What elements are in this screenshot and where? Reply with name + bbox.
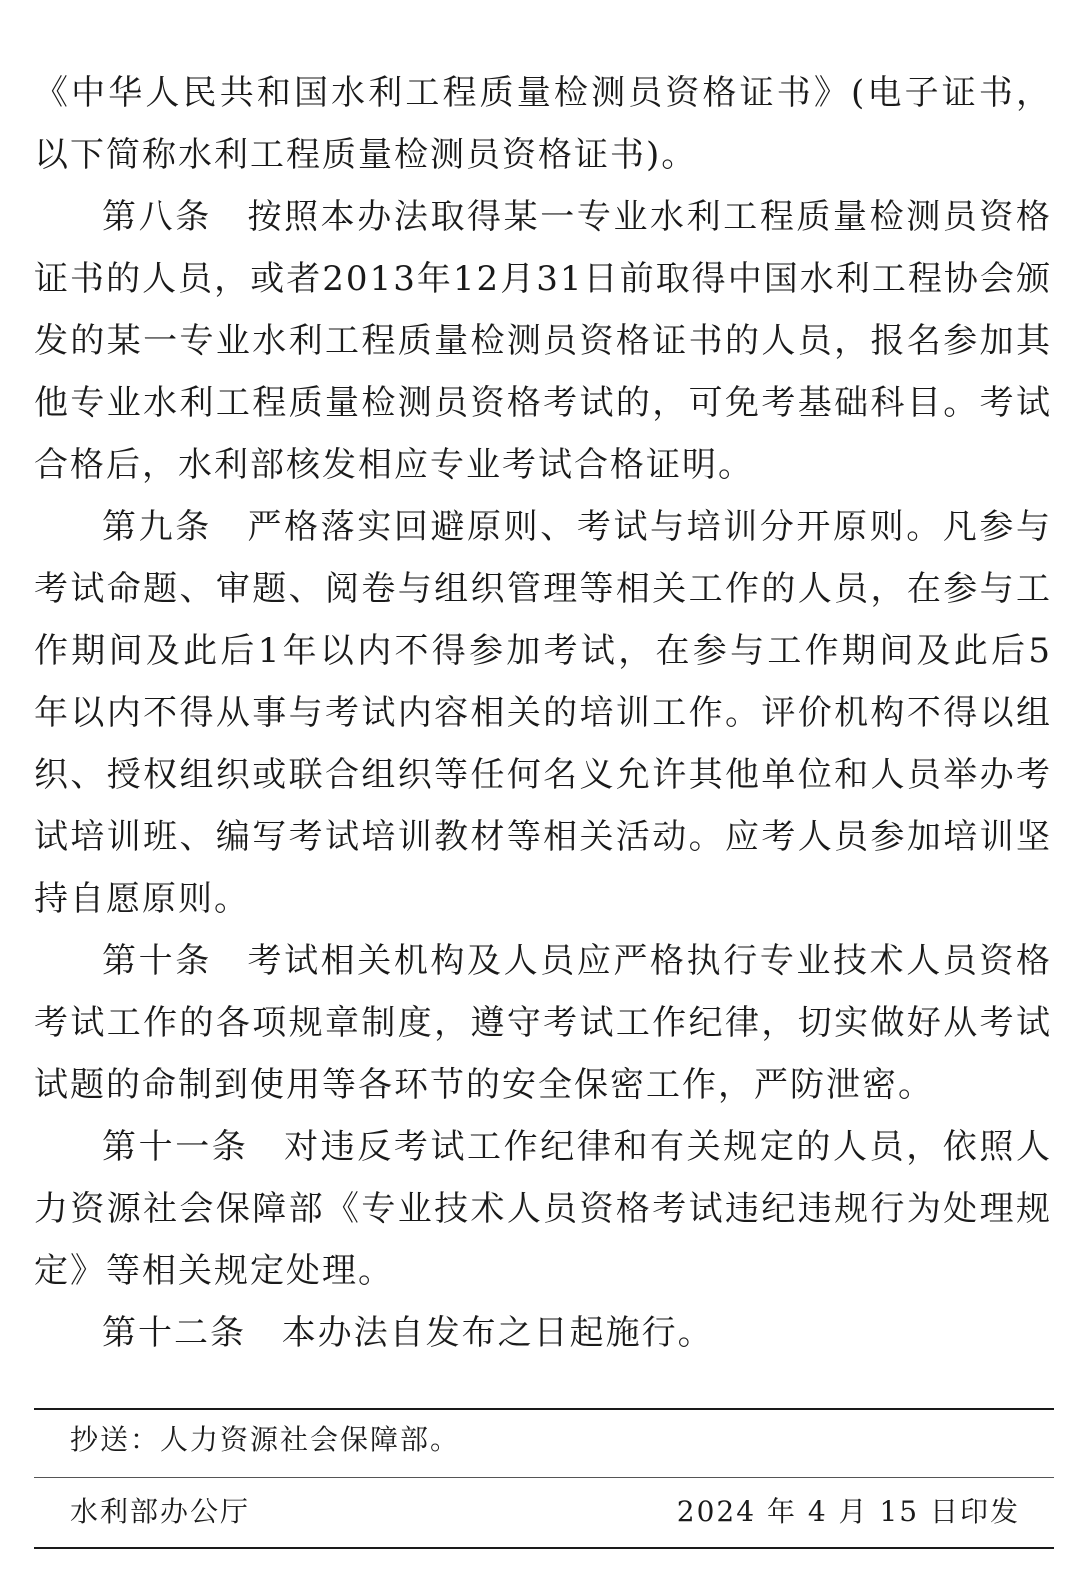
footer-middle-rule xyxy=(34,1477,1054,1478)
article-9 xyxy=(34,496,1052,930)
article-label: 第九条 xyxy=(102,507,212,547)
article-text: 考试相关机构及人员应严格执行专业技术人员资格考试工作的各项规章制度，遵守考试工作纪律，切实做好从考试试题的命制到使用等各环节的安全保密工作，严防泄密。 xyxy=(34,941,1053,1105)
article-12 xyxy=(34,1302,1052,1364)
issuer-name: 水利部办公厅 xyxy=(70,1495,251,1528)
article-label: 第十二条 xyxy=(102,1313,246,1353)
article-label: 第八条 xyxy=(102,197,212,237)
article-text: 严格落实回避原则、考试与培训分开原则。凡参与考试命题、审题、阅卷与组织管理等相关工作的人员，在参与工作期间及此后1年以内不得参加考试，在参与工作期间及此后5年以内不得从事与考试内容相关的培训工作。评价机构不得以组织、授权组织或联合组织等任何名义允许其他单位和人员举办考试培训班、编写考试培训教材等相关活动。应考人员参加培训坚持自愿原则。 xyxy=(34,507,1053,919)
issuer-line xyxy=(70,1492,1020,1532)
article-8 xyxy=(34,186,1052,496)
article-label: 第十一条 xyxy=(102,1127,249,1167)
footer-top-rule xyxy=(34,1408,1054,1410)
article-text: 对违反考试工作纪律和有关规定的人员，依照人力资源社会保障部《专业技术人员资格考试违纪违规行为处理规定》等相关规定处理。 xyxy=(34,1127,1053,1291)
article-text: 本办法自发布之日起施行。 xyxy=(281,1313,714,1353)
footer-bottom-rule xyxy=(34,1547,1054,1549)
article-text: 按照本办法取得某一专业水利工程质量检测员资格证书的人员，或者2013年12月31日前取得中国水利工程协会颁发的某一专业水利工程质量检测员资格证书的人员，报名参加其他专业水利工程质量检测员资格考试的，可免考基础科目。考试合格后，水利部核发相应专业考试合格证明。 xyxy=(34,197,1053,485)
article-10 xyxy=(34,930,1052,1116)
article-11 xyxy=(34,1116,1052,1302)
paragraph-continuation xyxy=(34,62,1052,186)
issue-date: 2024 年 4 月 15 日印发 xyxy=(676,1495,1020,1528)
cc-line: 抄送：人力资源社会保障部。 xyxy=(70,1423,461,1456)
document-body xyxy=(34,62,1052,1364)
paragraph-text: 《中华人民共和国水利工程质量检测员资格证书》(电子证书，以下简称水利工程质量检测员资格证书)。 xyxy=(34,73,1052,175)
article-label: 第十条 xyxy=(102,941,212,981)
